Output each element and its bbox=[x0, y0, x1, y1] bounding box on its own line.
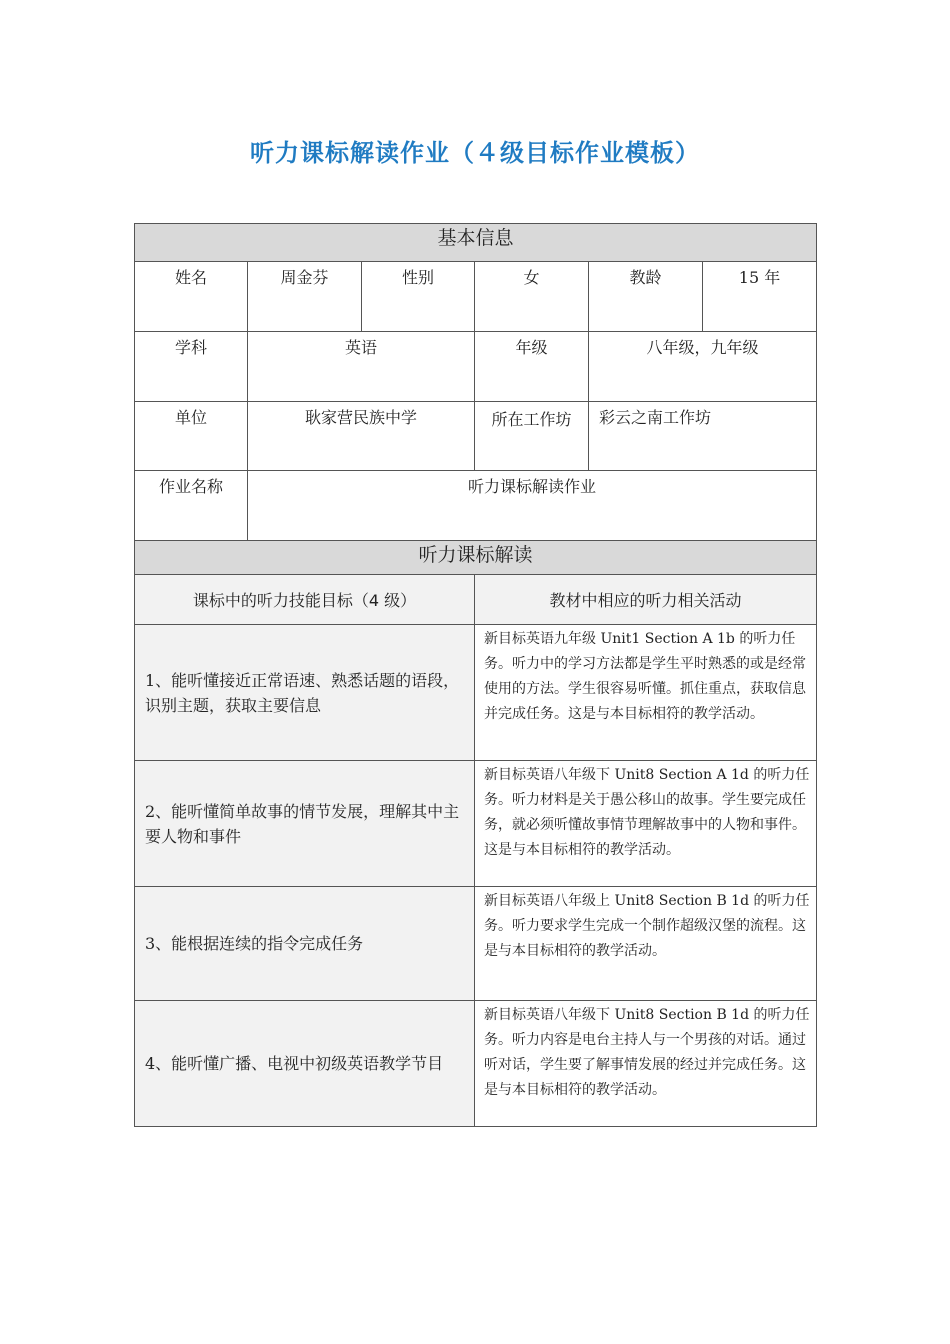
grade-value: 八年级，九年级 bbox=[589, 332, 817, 402]
gender-value: 女 bbox=[475, 262, 589, 332]
gender-label: 性别 bbox=[362, 262, 475, 332]
workshop-label: 所在工作坊 bbox=[475, 402, 589, 471]
unit-value: 耿家营民族中学 bbox=[248, 402, 475, 471]
homework-table bbox=[134, 223, 817, 1127]
teach-years-label: 教龄 bbox=[589, 262, 703, 332]
activity-cell: 新目标英语九年级 Unit1 Section A 1b 的听力任务。听力中的学习方法都是学生平时熟悉的或是经常使用的方法。学生很容易听懂。抓住重点，获取信息并完成任务。这是与本目标相符的教学活动。 bbox=[475, 625, 817, 761]
activity-cell: 新目标英语八年级下 Unit8 Section B 1d 的听力任务。听力内容是电台主持人与一个男孩的对话。通过听对话，学生要了解事情发展的经过并完成任务。这是与本目标相符的教学活动。 bbox=[475, 1001, 817, 1127]
homework-name-value: 听力课标解读作业 bbox=[248, 471, 817, 541]
listening-header: 听力课标解读 bbox=[135, 541, 817, 575]
goal-cell: 1、能听懂接近正常语速、熟悉话题的语段，识别主题，获取主要信息 bbox=[135, 625, 475, 761]
unit-label: 单位 bbox=[135, 402, 248, 471]
subject-value: 英语 bbox=[248, 332, 475, 402]
goal-column-header: 课标中的听力技能目标（4 级） bbox=[135, 575, 475, 625]
grade-label: 年级 bbox=[475, 332, 589, 402]
goal-cell: 4、能听懂广播、电视中初级英语教学节目 bbox=[135, 1001, 475, 1127]
name-label: 姓名 bbox=[135, 262, 248, 332]
workshop-value: 彩云之南工作坊 bbox=[589, 402, 817, 471]
activity-cell: 新目标英语八年级下 Unit8 Section A 1d 的听力任务。听力材料是关于愚公移山的故事。学生要完成任务，就必须听懂故事情节理解故事中的人物和事件。这是与本目标相符的教学活动。 bbox=[475, 761, 817, 887]
activity-column-header: 教材中相应的听力相关活动 bbox=[475, 575, 817, 625]
goal-cell: 3、能根据连续的指令完成任务 bbox=[135, 887, 475, 1001]
teach-years-value: 15 年 bbox=[703, 262, 817, 332]
subject-label: 学科 bbox=[135, 332, 248, 402]
goal-cell: 2、能听懂简单故事的情节发展，理解其中主要人物和事件 bbox=[135, 761, 475, 887]
homework-name-label: 作业名称 bbox=[135, 471, 248, 541]
activity-cell: 新目标英语八年级上 Unit8 Section B 1d 的听力任务。听力要求学生完成一个制作超级汉堡的流程。这是与本目标相符的教学活动。 bbox=[475, 887, 817, 1001]
name-value: 周金芬 bbox=[248, 262, 362, 332]
basic-info-header: 基本信息 bbox=[135, 224, 817, 262]
page-title: 听力课标解读作业（４级目标作业模板） bbox=[250, 139, 700, 167]
